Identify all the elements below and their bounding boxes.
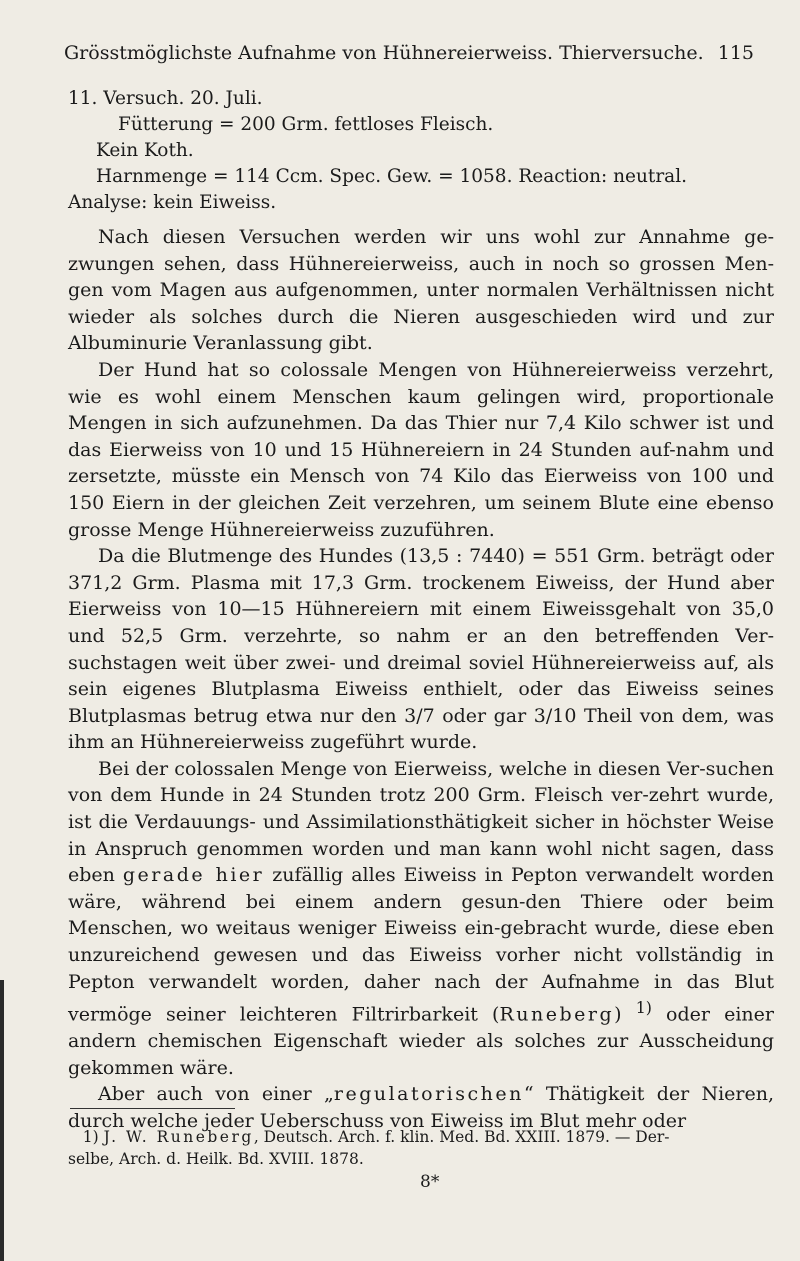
fraction-3-10: 3/10 <box>533 704 577 727</box>
paragraph-4: Bei der colossalen Menge von Eierweiss, welche in diesen Ver-suchen von dem Hunde in 24 Stunden trotz 200 Grm. Fleisch ver-zehrt wurde, ist die Verdauungs- und Assimilationsthätigkeit sicher in höchster Weise in Anspruch genommen worden und man kann wohl nicht sagen, dass eben gerade hier zufällig alles Eiweiss in Pepton verwandelt worden wäre, während bei einem andern gesun-den Thiere oder beim Menschen, wo weitaus weniger Eiweiss ein-gebracht wurde, diese eben unzureichend gewesen und das Eiweiss vorher nicht vollständig in Pepton verwandelt worden, daher nach der Aufnahme in das Blut vermöge seiner leichteren Filtrirbarkeit (Runeberg) $^{1)}$ oder einer andern chemischen Eigenschaft wieder als solches zur Ausscheidung gekommen wäre. <box>68 757 775 1079</box>
footnote-reference: 1) <box>635 998 652 1018</box>
paragraph-3: Da die Blutmenge des Hundes (13,5 : 7440) = 551 Grm. beträgt oder 371,2 Grm. Plasma mit 17,3 Grm. trockenem Eiweiss, der Hund aber Eierweiss von 10—15 Hühnereiern mit einem Eiweissgehalt von 35,0 und 52,5 Grm. verzehrte, so nahm er an den betreffenden Ver-suchstagen weit über zwei- und dreimal soviel Hühnereierweiss auf, als sein eigenes Blutplasma Eiweiss enthielt, oder das Eiweiss seines Blutplasmas betrug etwa nur den 3/7 oder gar 3/10 Theil von dem, was ihm an Hühnereierweiss zugeführt wurde. <box>68 545 775 754</box>
fraction-3-7: 3/7 <box>404 704 435 727</box>
experiment-feces: Kein Koth. <box>96 140 194 161</box>
footnote-author: J. W. Runeberg <box>103 1128 254 1146</box>
signature-mark: 8* <box>420 1172 440 1192</box>
page-edge <box>0 980 4 1261</box>
experiment-analysis: Analyse: kein Eiweiss. <box>68 192 277 213</box>
footnote-divider <box>70 1108 235 1109</box>
paragraph-1: Nach diesen Versuchen werden wir uns wohl zur Annahme ge-zwungen sehen, dass Hühnereierweiss, auch in noch so grossen Men-gen vom Magen aus aufgenommen, unter normalen Verhältnissen nicht wieder als solches durch die Nieren ausgeschieden wird und zur Albuminurie Veranlassung gibt. <box>68 226 774 355</box>
emphasis-regulatorischen: regulatorischen <box>333 1083 524 1106</box>
footnote: 1) J. W. Runeberg, Deutsch. Arch. f. klin. Med. Bd. XXIII. 1879. — Der- selbe, Arch. d. Heilk. Bd. XVIII. 1878. <box>68 1128 670 1168</box>
body-text <box>68 224 774 1135</box>
experiment-urine: Harnmenge = 114 Ccm. Spec. Gew. = 1058. Reaction: neutral. <box>96 166 687 187</box>
author-runeberg: Runeberg <box>499 1003 615 1026</box>
header-title: Grösstmöglichste Aufnahme von Hühnereierweiss. Thierversuche. <box>64 42 704 64</box>
experiment-line-1: 11. Versuch. 20. Juli. <box>68 88 263 109</box>
experiment-heading <box>68 86 768 112</box>
paragraph-2: Der Hund hat so colossale Mengen von Hühnereierweiss verzehrt, wie es wohl einem Menschen kaum gelingen wird, proportionale Mengen in sich aufzunehmen. Da das Thier nur 7,4 Kilo schwer ist und das Eierweiss von 10 und 15 Hühnereiern in 24 Stunden auf-nahm und zersetzte, müsste ein Mensch von 74 Kilo das Eierweiss von 100 und 150 Eiern in der gleichen Zeit verzehren, um seinem Blute eine ebenso grosse Menge Hühnereierweiss zuzuführen. <box>68 358 774 541</box>
running-header <box>64 42 754 64</box>
page-number: 115 <box>717 42 754 64</box>
paragraph-5: Aber auch von einer „regulatorischen“ Thätigkeit der Nieren, durch welche jeder Ueberschuss von Eiweiss im Blut mehr oder <box>68 1083 775 1132</box>
emphasis-gerade-hier: gerade hier <box>122 864 265 887</box>
experiment-feeding: Fütterung = 200 Grm. fettloses Fleisch. <box>118 114 494 135</box>
